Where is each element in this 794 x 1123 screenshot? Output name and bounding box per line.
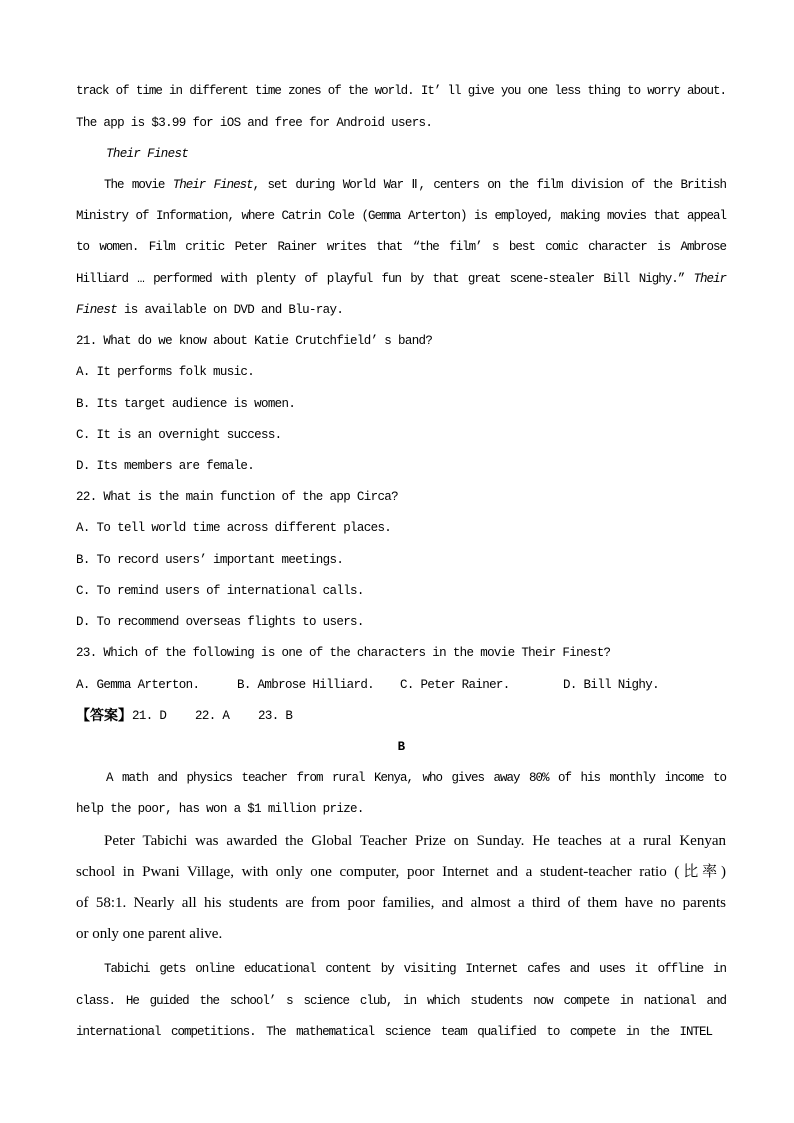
section-b-paragraph-3-line: international competitions. The mathematical science team qualified to compete in the INTEL bbox=[76, 1024, 712, 1039]
movie-text: The movie bbox=[104, 178, 173, 193]
question-23-stem: 23. Which of the following is one of the characters in the movie Their Finest? bbox=[76, 646, 611, 661]
circa-description-line: track of time in different time zones of the world. It’ ll give you one less thing to worry about. bbox=[76, 84, 726, 99]
section-b-paragraph-1-line: A math and physics teacher from rural Kenya, who gives away 80% of his monthly income to bbox=[106, 771, 726, 786]
section-b-paragraph-2-line: school in Pwani Village, with only one computer, poor Internet and a student-teacher ratio (比率) bbox=[76, 863, 726, 880]
movie-description-line-2: Ministry of Information, where Catrin Cole (Gemma Arterton) is employed, making movies that appeal bbox=[76, 209, 726, 224]
question-21-option-a: A. It performs folk music. bbox=[76, 365, 255, 380]
answer-21: 21. D bbox=[132, 708, 167, 723]
section-b-paragraph-1-line: help the poor, has won a $1 million prize. bbox=[76, 802, 364, 817]
movie-title-inline: Finest bbox=[76, 302, 118, 317]
movie-text: Hilliard … performed with plenty of playful fun by that great scene-stealer Bill Nighy.” bbox=[76, 271, 694, 286]
answer-label: 【答案】 bbox=[76, 707, 132, 724]
question-23-options-row bbox=[76, 670, 726, 701]
movie-text: , set during World War Ⅱ, centers on the film division of the British bbox=[252, 178, 726, 193]
movie-description-line-1 bbox=[76, 170, 726, 201]
question-23-option-c: C. Peter Rainer. bbox=[400, 677, 510, 692]
section-b-paragraph-2-line: Peter Tabichi was awarded the Global Teacher Prize on Sunday. He teaches at a rural Kenyan bbox=[104, 832, 726, 849]
movie-description-line-3: to women. Film critic Peter Rainer writes that “the film’ s best comic character is Ambrose bbox=[76, 240, 726, 255]
question-21-option-b: B. Its target audience is women. bbox=[76, 396, 296, 411]
movie-title-inline: Their Finest bbox=[172, 178, 253, 193]
section-b-paragraph-3-line: class. He guided the school’ s science club, in which students now compete in national and bbox=[76, 993, 726, 1008]
movie-heading-line bbox=[76, 139, 726, 170]
section-b-paragraph-2-line: of 58:1. Nearly all his students are from poor families, and almost a third of them have no parents bbox=[76, 895, 726, 912]
section-b-paragraph-3-line: Tabichi gets online educational content by visiting Internet cafes and uses it offline in bbox=[104, 962, 726, 977]
page-content bbox=[76, 76, 726, 1048]
movie-description-line-5 bbox=[76, 295, 726, 326]
answer-22: 22. A bbox=[195, 708, 230, 723]
question-23-option-b: B. Ambrose Hilliard. bbox=[237, 677, 375, 692]
question-22-option-a: A. To tell world time across different places. bbox=[76, 521, 392, 536]
movie-description-line-4 bbox=[76, 264, 726, 295]
question-21-option-d: D. Its members are female. bbox=[76, 459, 255, 474]
question-22-option-d: D. To recommend overseas flights to users. bbox=[76, 615, 364, 630]
section-b-heading: B bbox=[397, 739, 405, 754]
section-b-paragraph-2-line: or only one parent alive. bbox=[76, 926, 223, 943]
question-23-option-d: D. Bill Nighy. bbox=[563, 677, 659, 692]
question-21-option-c: C. It is an overnight success. bbox=[76, 427, 282, 442]
movie-text: is available on DVD and Blu-ray. bbox=[117, 302, 344, 317]
question-21-stem: 21. What do we know about Katie Crutchfield’ s band? bbox=[76, 334, 433, 349]
answer-23: 23. B bbox=[258, 708, 293, 723]
circa-price-line: The app is $3.99 for iOS and free for Android users. bbox=[76, 115, 433, 130]
movie-title-inline: Their bbox=[693, 271, 726, 286]
question-22-option-b: B. To record users’ important meetings. bbox=[76, 552, 344, 567]
question-22-option-c: C. To remind users of international calls. bbox=[76, 583, 364, 598]
question-23-option-a: A. Gemma Arterton. bbox=[76, 677, 200, 692]
question-22-stem: 22. What is the main function of the app Circa? bbox=[76, 490, 399, 505]
movie-heading: Their Finest bbox=[106, 146, 189, 161]
answer-key bbox=[76, 701, 726, 732]
